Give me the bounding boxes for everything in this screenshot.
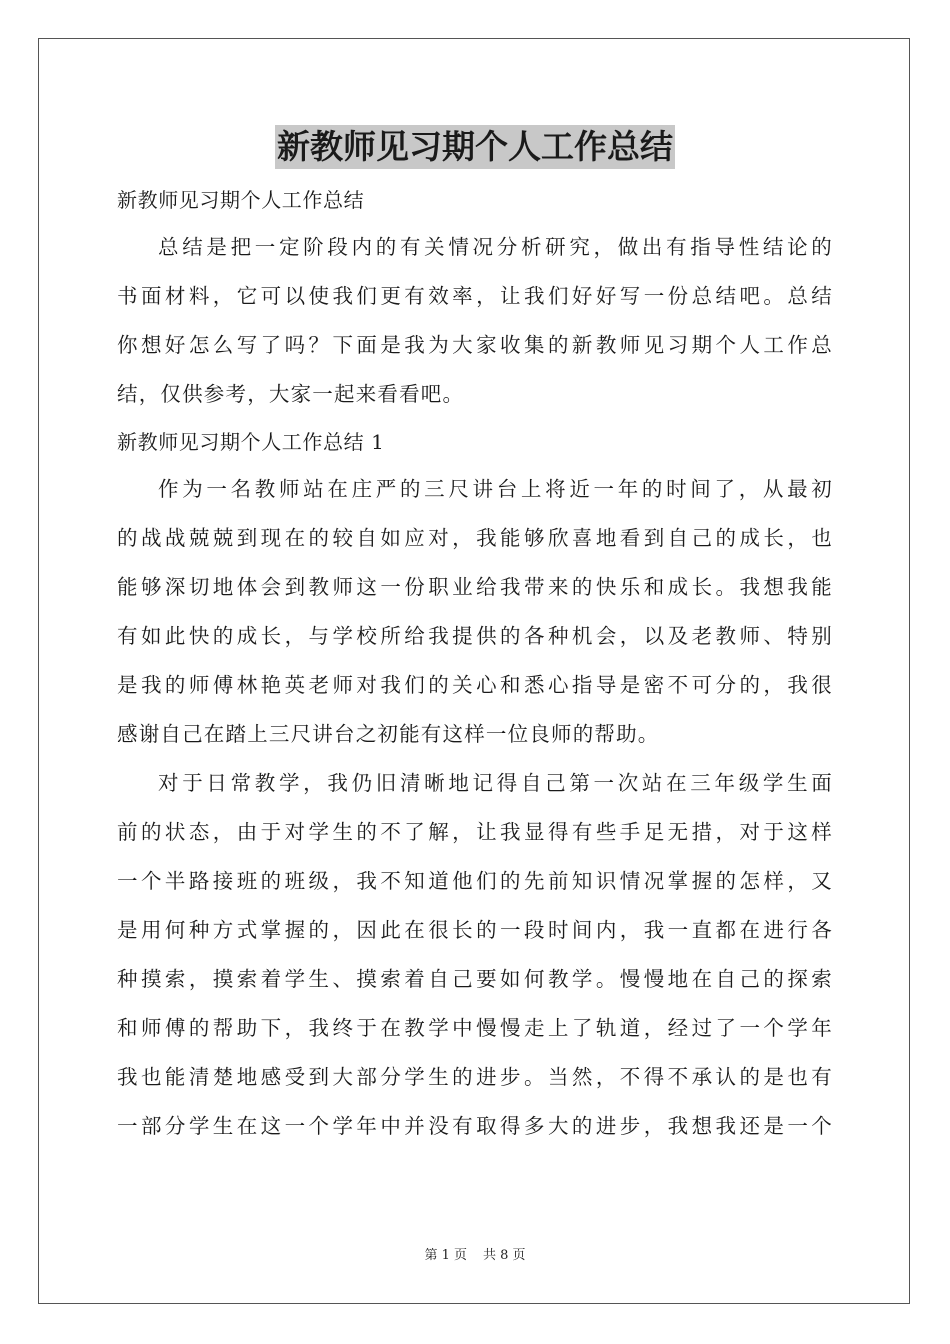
paragraph1-line-6: 感谢自己在踏上三尺讲台之初能有这样一位良师的帮助。 <box>117 722 660 746</box>
section-heading: 新教师见习期个人工作总结 1 <box>117 430 385 454</box>
paragraph1-line-3: 能够深切地体会到教师这一份职业给我带来的快乐和成长。我想我能 <box>117 575 833 599</box>
document-body <box>117 177 833 1151</box>
page-footer <box>0 1247 950 1265</box>
intro-line-4: 结，仅供参考，大家一起来看看吧。 <box>117 382 465 406</box>
intro-line-2: 书面材料，它可以使我们更有效率，让我们好好写一份总结吧。总结 <box>117 284 833 308</box>
paragraph2-line-2: 前的状态，由于对学生的不了解，让我显得有些手足无措，对于这样 <box>117 820 833 844</box>
document-subtitle: 新教师见习期个人工作总结 <box>117 188 365 212</box>
page-total: 共 8 页 <box>483 1248 526 1263</box>
intro-line-1: 总结是把一定阶段内的有关情况分析研究，做出有指导性结论的 <box>158 235 833 259</box>
paragraph1-line-5: 是我的师傅林艳英老师对我们的关心和悉心指导是密不可分的，我很 <box>117 673 833 697</box>
document-title: 新教师见习期个人工作总结 <box>275 125 675 169</box>
title-wrapper <box>0 125 950 169</box>
paragraph2-line-5: 种摸索，摸索着学生、摸索着自己要如何教学。慢慢地在自己的探索 <box>117 967 833 991</box>
paragraph1-line-2: 的战战兢兢到现在的较自如应对，我能够欣喜地看到自己的成长，也 <box>117 526 833 550</box>
paragraph1-line-4: 有如此快的成长，与学校所给我提供的各种机会，以及老教师、特别 <box>117 624 833 648</box>
paragraph2-line-1: 对于日常教学，我仍旧清晰地记得自己第一次站在三年级学生面 <box>158 771 833 795</box>
paragraph2-line-8: 一部分学生在这一个学年中并没有取得多大的进步，我想我还是一个 <box>117 1114 833 1138</box>
page-number: 第 1 页 <box>424 1248 467 1263</box>
paragraph2-line-7: 我也能清楚地感受到大部分学生的进步。当然，不得不承认的是也有 <box>117 1065 833 1089</box>
intro-line-3: 你想好怎么写了吗？下面是我为大家收集的新教师见习期个人工作总 <box>117 333 833 357</box>
paragraph2-line-4: 是用何种方式掌握的，因此在很长的一段时间内，我一直都在进行各 <box>117 918 833 942</box>
paragraph1-line-1: 作为一名教师站在庄严的三尺讲台上将近一年的时间了，从最初 <box>158 477 833 501</box>
paragraph2-line-6: 和师傅的帮助下，我终于在教学中慢慢走上了轨道，经过了一个学年 <box>117 1016 833 1040</box>
paragraph2-line-3: 一个半路接班的班级，我不知道他们的先前知识情况掌握的怎样，又 <box>117 869 833 893</box>
